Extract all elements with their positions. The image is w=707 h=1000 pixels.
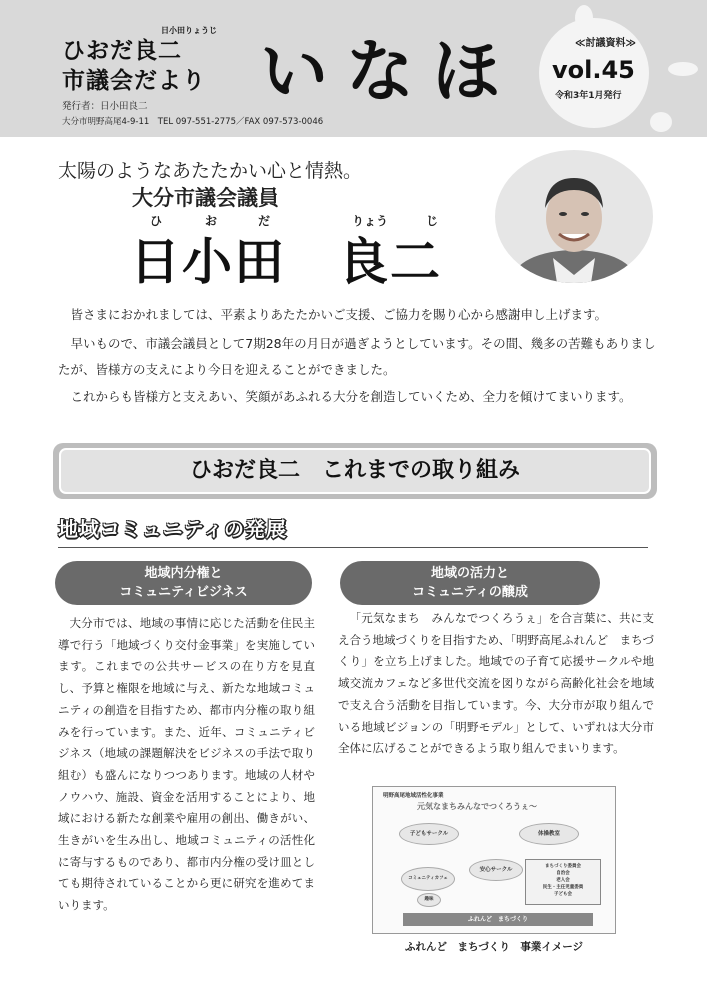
project-image-figure [372,786,616,934]
greeting-paragraph: 早いもので、市議会議員として7期28年の月日が過ぎようとしています。その間、幾多の苦難もありましたが、皆様方の支えにより今日を迎えることができました。 [58,336,656,377]
right-column-body: 「元気なまち みんなでつくろうぇ」を合言葉に、共に支え合う地域づくりを目指すため、「明野高尾ふれんど まちづくり」を立ち上げました。地域での子育て応援サークルや地域交流カフェなど多世代交流を図りながら高齢化社会を地域で支え合う活動を目指しています。今、大分市が取り組んでいる地域ビジョンの「明野モデル」として、いずれは大分市全体に広げることができるよう取り組んでまいります。 [338,611,654,756]
figure-foundation-bar: ふれんど まちづくり [403,913,593,926]
left-column-body: 大分市では、地域の事情に応じた活動を住民主導で行う「地域づくり交付金事業」を実施しています。これまでの公共サービスの在り方を見直し、予算と権限を地域に与え、新たな地域コミュニティの創造を目指すため、都市内分権の取り組みを行っています。また、近年、コミュニティビジネス（地域の課題解決をビジネスの手法で取り組む）も盛んになりつつあります。地域の人材やノウハウ、施設、資金を活用することにより、地域における新たな創業や雇用の創出、働きがい、生きがいを生み出し、地域コミュニティの活性化に寄与するものであり、都市内分権の受け皿としても期待されていることから更に研究を進めてまいります。 [58,616,315,913]
sun-ray-decoration [668,62,698,76]
portrait-photo [495,150,653,283]
issue-date: 令和3年1月発行 [555,91,622,101]
section-title: 地域コミュニティの発展 [58,517,287,541]
portrait-illustration [495,150,653,283]
brand-subtitle: 市議会だより [62,68,206,94]
left-heading-line1: 地域内分権と [144,566,223,581]
figure-bubble-safety: 安心サークル [469,859,523,881]
catchphrase: 太陽のようなあたたかい心と情熱。 [58,160,363,182]
brand-ruby: 日小田りょうじ [161,26,217,35]
figure-org-line: 自治会 [556,871,570,876]
right-column-heading [340,561,600,605]
section-divider [58,547,648,548]
figure-bubble-hobby: 趣味 [417,893,441,907]
greeting-paragraph: 皆さまにおかれましては、平素よりあたたかいご支援、ご協力を賜り心から感謝申し上げます。 [70,307,608,322]
sun-ray-decoration [650,112,672,132]
contact-address: 大分市明野高尾4-9-11 TEL 097-551-2775／FAX 097-573-0046 [62,117,324,127]
figure-org-line: 老人会 [556,878,570,883]
figure-organization-box [525,859,601,905]
figure-bubble-cafe: コミュニティカフェ [401,867,455,891]
newsletter-title: いなほ [260,32,519,112]
name-ruby: りょう [352,214,389,228]
name-ruby: お [205,214,218,228]
sun-ray-decoration [575,5,593,31]
figure-org-line: 子ども会 [554,892,572,897]
document-tag: ≪討議資料≫ [575,38,636,49]
name-ruby: だ [258,214,271,228]
role-title: 大分市議会議員 [132,186,279,210]
figure-small-title: 明野高尾地域活性化事業 [383,793,444,799]
name-ruby: じ [426,214,439,228]
figure-slogan: 元気なまちみんなでつくろうぇ～ [417,802,537,811]
name-ruby: ひ [150,214,163,228]
masthead [0,0,707,137]
figure-caption: ふれんど まちづくり 事業イメージ [404,941,584,953]
right-heading-line1: 地域の活力と [430,566,509,581]
right-heading-line2: コミュニティの醸成 [412,585,528,600]
issuer: 発行者：日小田良二 [62,101,148,112]
volume-number: vol.45 [552,56,635,84]
figure-bubble-exercise: 体操教室 [519,823,579,845]
politician-name: 日小田 良二 [130,233,442,291]
greeting-paragraph: これからも皆様方と支えあい、笑顔があふれる大分を創造していくため、全力を傾けてまいります。 [70,389,632,404]
section-banner: ひおだ良二 これまでの取り組み [59,448,651,494]
figure-org-line: まちづくり委員会 [545,864,581,869]
left-heading-line2: コミュニティビジネス [119,585,248,600]
figure-org-line: 民生・主任児童委員 [542,885,584,890]
left-column-heading [55,561,312,605]
brand-name: ひおだ良二 [62,38,182,64]
figure-bubble-kids: 子どもサークル [399,823,459,845]
